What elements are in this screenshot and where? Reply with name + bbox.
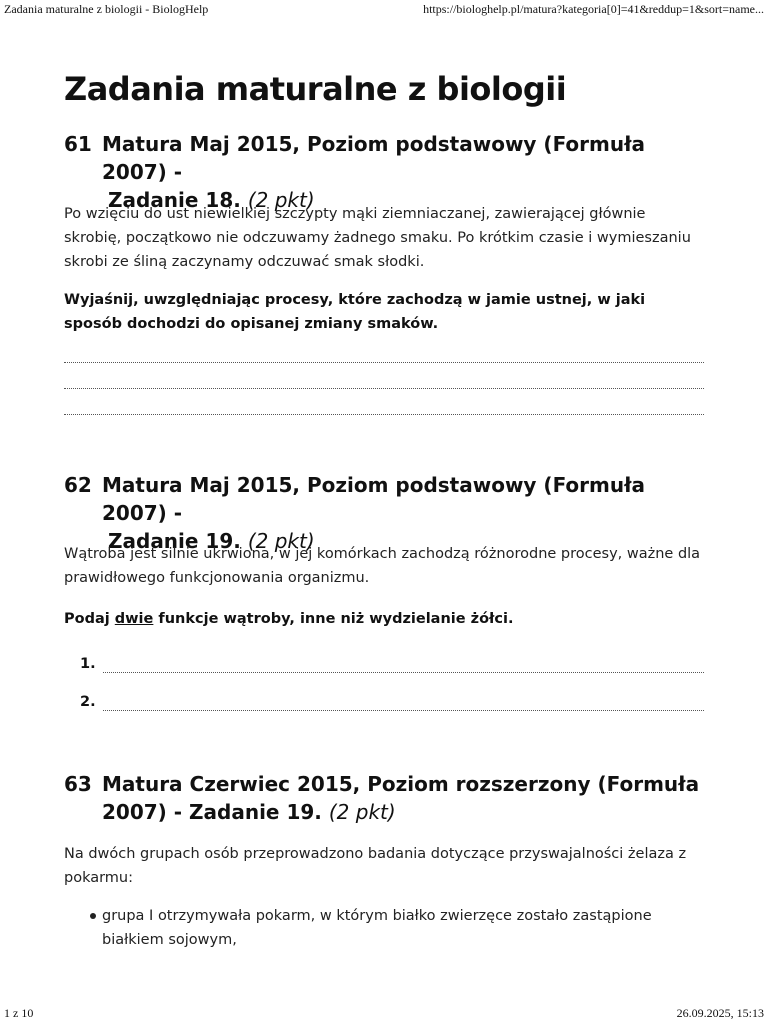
task-points: (2 pkt) (247, 529, 315, 553)
task-heading-line2: 2007) - Zadanie 19. (102, 800, 322, 824)
task-points: (2 pkt) (247, 188, 315, 212)
task-intro: Na dwóch grupach osób przeprowadzono badania dotyczące przyswajalności żelaza z pokarmu: (64, 846, 687, 886)
page-counter: 1 z 10 (4, 1006, 34, 1020)
print-footer (0, 1006, 768, 1024)
answer-number: 1. (80, 656, 96, 672)
task-number: 63 (64, 772, 92, 796)
task-number: 62 (64, 473, 92, 497)
task-heading-line1: Matura Maj 2015, Poziom podstawowy (Formuła 2007) - (102, 132, 646, 184)
bullet-icon (90, 913, 96, 919)
answer-line[interactable] (64, 386, 704, 389)
emphasis-word: dwie (114, 611, 154, 627)
answer-line[interactable] (64, 412, 704, 415)
list-item: grupa I otrzymywała pokarm, w którym białko zwierzęce zostało zastąpione białkiem sojowym, (64, 904, 704, 952)
task-heading-line2: Zadanie 19. (108, 529, 241, 553)
page-title: Zadania maturalne z biologii (64, 70, 567, 108)
task-heading-line2: Zadanie 18. (108, 188, 241, 212)
task-heading (64, 770, 704, 826)
task-intro: Wątroba jest silnie ukrwiona, w jej komórkach zachodzą różnorodne procesy, ważne dla prawidłowego funkcjonowania organizmu. (64, 546, 701, 586)
task-62 (64, 471, 704, 710)
task-points: (2 pkt) (328, 800, 396, 824)
answer-number: 2. (80, 694, 96, 710)
answer-line[interactable] (103, 708, 704, 711)
task-question: Podaj dwie funkcje wątroby, inne niż wydzielanie żółci. (64, 611, 514, 627)
print-datetime: 26.09.2025, 15:13 (676, 1006, 764, 1020)
task-heading-line1: Matura Maj 2015, Poziom podstawowy (Formuła 2007) - (102, 473, 646, 525)
task-intro: Po wzięciu do ust niewielkiej szczypty mąki ziemniaczanej, zawierającej głównie skrobię, początkowo nie odczuwamy żadnego smaku. Po krótkim czasie i wymieszaniu skrobi ze śliną zaczynamy odczuwać smak słodki. (64, 206, 691, 270)
answer-line[interactable] (103, 670, 704, 673)
task-63 (64, 770, 704, 948)
task-61 (64, 130, 704, 332)
bullet-list (64, 904, 704, 952)
task-number: 61 (64, 132, 92, 156)
print-header-title: Zadania maturalne z biologii - BiologHelp (4, 2, 209, 16)
print-header-url: https://biologhelp.pl/matura?kategoria[0]=41&reddup=1&sort=name... (423, 2, 764, 16)
task-question: Wyjaśnij, uwzględniając procesy, które zachodzą w jamie ustnej, w jaki sposób dochodzi do opisanej zmiany smaków. (64, 292, 646, 332)
print-header (0, 0, 768, 18)
answer-line[interactable] (64, 360, 704, 363)
task-heading-line1: Matura Czerwiec 2015, Poziom rozszerzony (Formuła (102, 772, 700, 796)
